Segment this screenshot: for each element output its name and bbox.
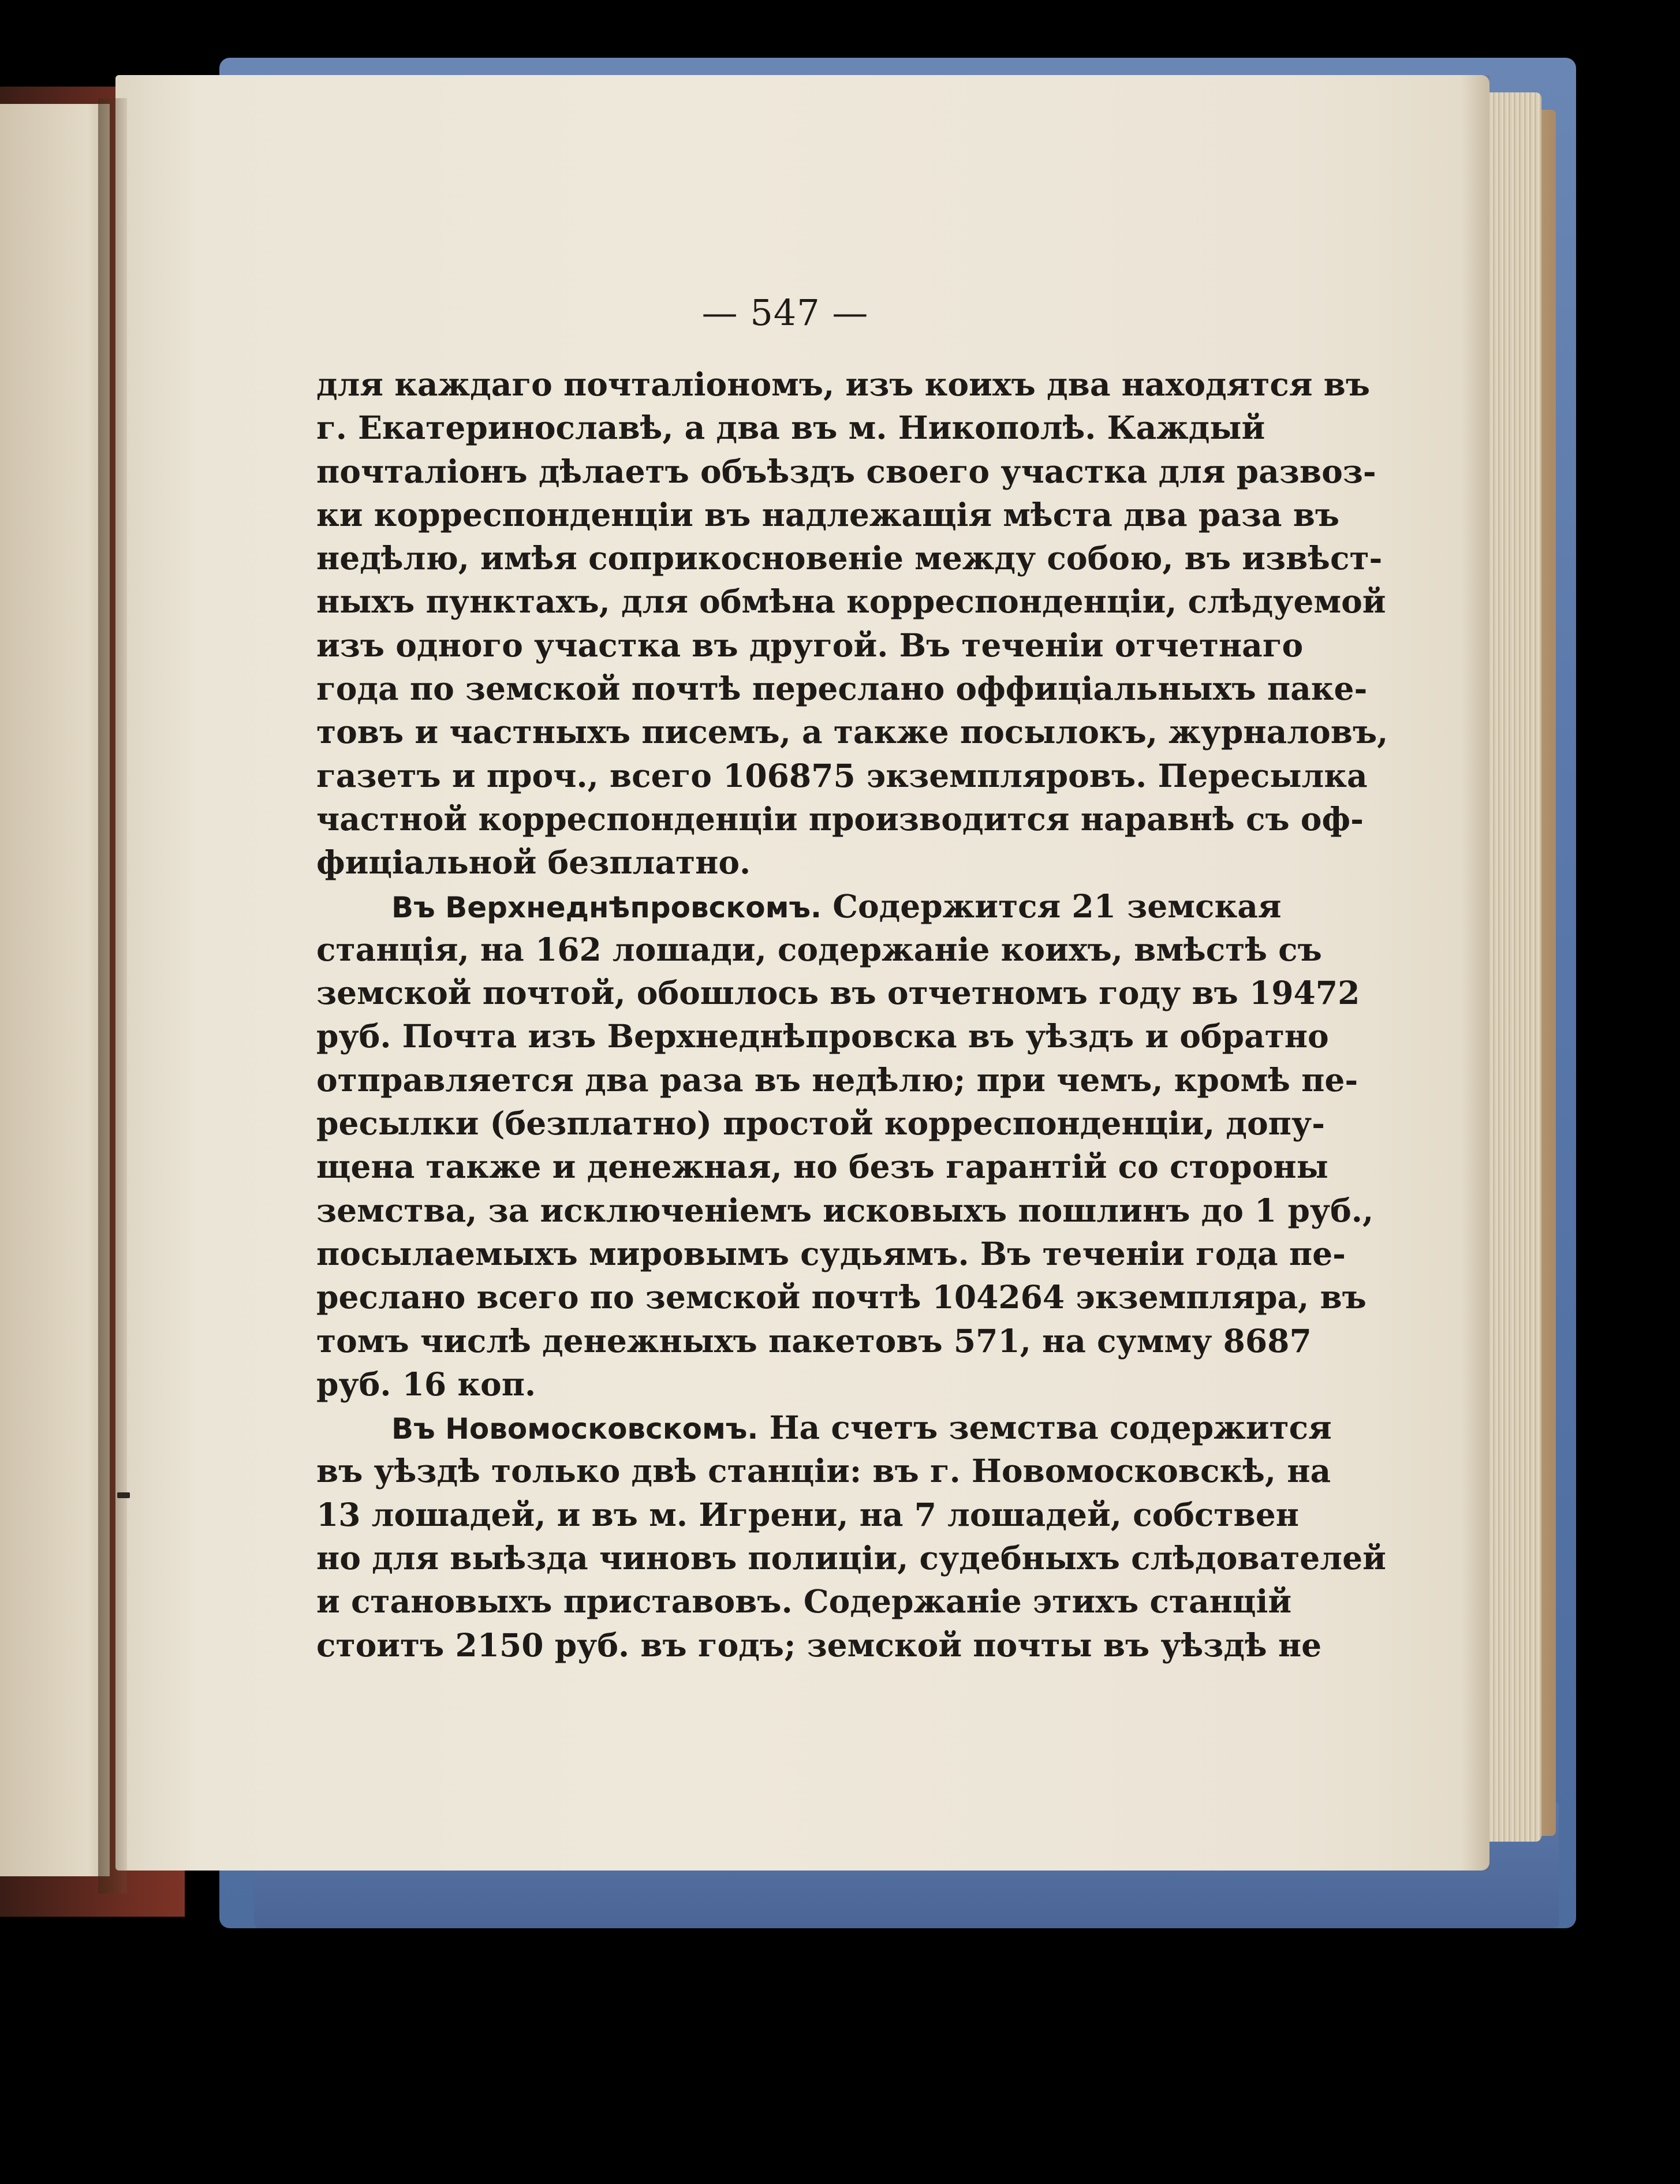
book-gutter — [98, 98, 127, 1894]
text-line: для каждаго почталіономъ, изъ коихъ два находятся въ — [316, 365, 1371, 403]
text-line: ресылки (безплатно) простой корреспонденціи, допу- — [316, 1104, 1325, 1143]
text-line: посылаемыхъ мировымъ судьямъ. Въ теченіи года пе- — [316, 1234, 1346, 1272]
section-run-in-heading: Въ Верхнеднѣпровскомъ. — [391, 890, 822, 924]
text-line: товъ и частныхъ писемъ, а также посылокъ, журналовъ, — [316, 713, 1388, 751]
text-line: и становыхъ приставовъ. Содержаніе этихъ станцій — [316, 1582, 1292, 1621]
text-line: газетъ и проч., всего 106875 экземпляровъ. Пересылка — [316, 756, 1368, 794]
text-line: года по земской почтѣ переслано оффиціальныхъ паке- — [316, 670, 1368, 708]
text-line: руб. 16 коп. — [316, 1365, 536, 1403]
text-line: станція, на 162 лошади, содержаніе коихъ, вмѣстѣ съ — [316, 930, 1322, 968]
page-edge-shadow — [1461, 75, 1489, 1871]
text-line: ки корреспонденціи въ надлежащія мѣста два раза въ — [316, 495, 1340, 533]
text-line: г. Екатеринославѣ, а два въ м. Никополѣ. Каждый — [316, 409, 1265, 447]
text-line: но для выѣзда чиновъ полиціи, судебныхъ слѣдователей — [316, 1539, 1386, 1577]
margin-mark — [117, 1492, 130, 1498]
text-line: томъ числѣ денежныхъ пакетовъ 571, на сумму 8687 — [316, 1321, 1312, 1360]
text-line: земства, за исключеніемъ исковыхъ пошлинъ до 1 руб., — [316, 1191, 1374, 1229]
text-fragment: Содержится 21 земская — [832, 887, 1282, 925]
page-number: — 547 — — [701, 292, 869, 334]
text-line: фиціальной безплатно. — [316, 843, 751, 882]
text-line: земской почтой, обошлось въ отчетномъ году въ 19472 — [316, 974, 1360, 1012]
text-line: почталіонъ дѣлаетъ объѣздъ своего участка для развоз- — [316, 452, 1376, 490]
text-line: ныхъ пунктахъ, для обмѣна корреспонденціи, слѣдуемой — [316, 583, 1386, 621]
text-line: стоитъ 2150 руб. въ годъ; земской почты въ уѣздѣ не — [316, 1626, 1322, 1664]
text-line: щена также и денежная, но безъ гарантій со стороны — [316, 1148, 1328, 1186]
section-run-in-heading: Въ Новомосковскомъ. — [391, 1412, 759, 1446]
text-fragment: На счетъ земства содержится — [769, 1409, 1332, 1447]
left-page-edge — [0, 104, 110, 1876]
text-line: въ уѣздѣ только двѣ станціи: въ г. Новомосковскѣ, на — [316, 1452, 1331, 1490]
text-line: недѣлю, имѣя соприкосновеніе между собою, въ извѣст- — [316, 539, 1383, 577]
text-line: отправляется два раза въ недѣлю; при чемъ, кромѣ пе- — [316, 1061, 1358, 1099]
paragraph-first-line — [316, 1406, 1332, 1449]
page-body-text — [316, 363, 1388, 1667]
text-line: руб. Почта изъ Верхнеднѣпровска въ уѣздъ и обратно — [316, 1017, 1329, 1055]
text-line: реслано всего по земской почтѣ 104264 экземпляра, въ — [316, 1278, 1367, 1316]
paragraph-first-line — [316, 884, 1282, 928]
text-line: частной корреспонденціи производится наравнѣ съ оф- — [316, 800, 1364, 838]
text-line: 13 лошадей, и въ м. Игрени, на 7 лошадей, собствен — [316, 1495, 1299, 1533]
text-line: изъ одного участка въ другой. Въ теченіи отчетнаго — [316, 626, 1304, 664]
